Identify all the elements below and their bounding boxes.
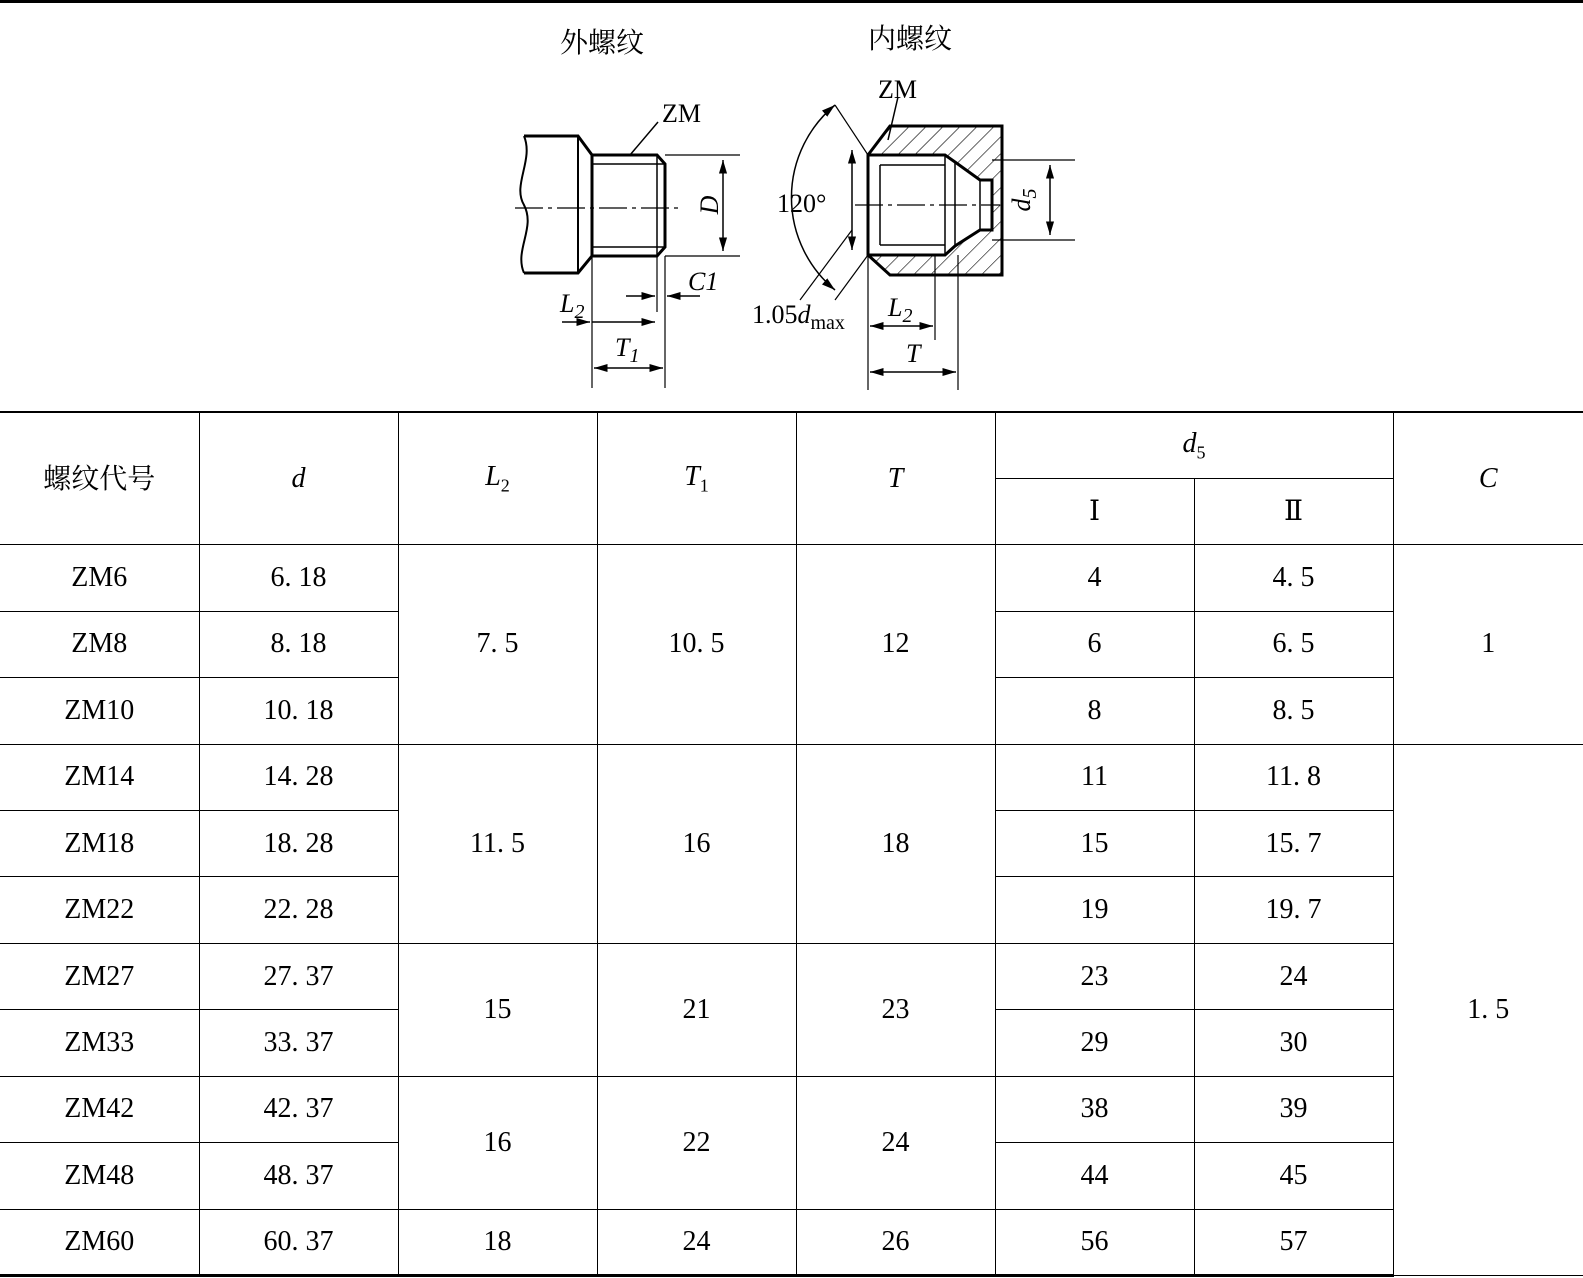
cell-code: ZM8 — [0, 611, 199, 677]
cell-code: ZM60 — [0, 1209, 199, 1275]
cell-c: 1. 5 — [1393, 744, 1583, 1275]
cell-t1: 24 — [597, 1209, 796, 1275]
header-d5: $d_5$ — [995, 412, 1393, 478]
cell-l2: 15 — [398, 943, 597, 1076]
external-thread-title: 外螺纹 — [560, 26, 645, 59]
cell-d5-ii: 4. 5 — [1194, 545, 1393, 611]
cell-l2: 18 — [398, 1209, 597, 1275]
cell-d5-ii: 15. 7 — [1194, 811, 1393, 877]
cell-l2: 11. 5 — [398, 744, 597, 943]
cell-d5-i: 8 — [995, 678, 1194, 744]
cell-code: ZM14 — [0, 744, 199, 810]
cell-t: 12 — [796, 545, 995, 744]
cell-code: ZM27 — [0, 943, 199, 1009]
header-thread-code: 螺纹代号 — [0, 412, 199, 545]
table-row — [0, 1209, 1583, 1275]
external-c1-label: C1 — [688, 267, 719, 296]
thread-figure — [0, 0, 1583, 410]
header-d: d — [199, 412, 398, 545]
internal-d5-label: $d_5$ — [1007, 188, 1041, 212]
internal-thread-title: 内螺纹 — [868, 22, 953, 55]
cell-d5-ii: 8. 5 — [1194, 678, 1393, 744]
header-t1: $T_1$ — [597, 412, 796, 545]
cell-d5-i: 15 — [995, 811, 1194, 877]
cell-d5-i: 29 — [995, 1010, 1194, 1076]
cell-d: 8. 18 — [199, 611, 398, 677]
table-row — [0, 744, 1583, 810]
cell-d: 10. 18 — [199, 678, 398, 744]
table-row — [0, 545, 1583, 611]
header-d5-i: Ⅰ — [995, 478, 1194, 544]
cell-d5-ii: 30 — [1194, 1010, 1393, 1076]
cell-d5-ii: 57 — [1194, 1209, 1393, 1275]
cell-d: 48. 37 — [199, 1143, 398, 1209]
cell-d: 60. 37 — [199, 1209, 398, 1275]
cell-d5-i: 11 — [995, 744, 1194, 810]
external-t1-label: $T_1$ — [615, 333, 640, 367]
header-d5-ii: Ⅱ — [1194, 478, 1393, 544]
cell-d: 42. 37 — [199, 1076, 398, 1142]
cell-c: 1 — [1393, 545, 1583, 744]
cell-code: ZM33 — [0, 1010, 199, 1076]
cell-t1: 10. 5 — [597, 545, 796, 744]
cell-t: 24 — [796, 1076, 995, 1209]
thread-spec-table — [0, 411, 1583, 1277]
cell-d5-ii: 24 — [1194, 943, 1393, 1009]
cell-code: ZM10 — [0, 678, 199, 744]
table-row — [0, 1076, 1583, 1142]
cell-code: ZM42 — [0, 1076, 199, 1142]
header-t: T — [796, 412, 995, 545]
cell-d5-i: 56 — [995, 1209, 1194, 1275]
cell-t: 26 — [796, 1209, 995, 1275]
internal-thread-drawing — [791, 97, 1075, 390]
cell-t: 18 — [796, 744, 995, 943]
external-d-label: D — [695, 195, 724, 215]
cell-d: 14. 28 — [199, 744, 398, 810]
cell-d5-ii: 6. 5 — [1194, 611, 1393, 677]
table-row — [0, 943, 1583, 1009]
cell-d5-i: 6 — [995, 611, 1194, 677]
header-l2: $L_2$ — [398, 412, 597, 545]
cell-l2: 7. 5 — [398, 545, 597, 744]
cell-code: ZM6 — [0, 545, 199, 611]
header-c: C — [1393, 412, 1583, 545]
internal-angle-label: 120° — [777, 189, 827, 218]
cell-code: ZM22 — [0, 877, 199, 943]
external-l2-label: $L_2$ — [560, 289, 585, 323]
cell-l2: 16 — [398, 1076, 597, 1209]
cell-d5-i: 23 — [995, 943, 1194, 1009]
cell-d5-i: 4 — [995, 545, 1194, 611]
cell-d: 6. 18 — [199, 545, 398, 611]
cell-d: 33. 37 — [199, 1010, 398, 1076]
cell-d5-ii: 45 — [1194, 1143, 1393, 1209]
internal-t-label: T — [906, 339, 921, 368]
cell-d5-i: 38 — [995, 1076, 1194, 1142]
cell-t1: 21 — [597, 943, 796, 1076]
internal-l2-label: $L_2$ — [888, 293, 913, 327]
external-zm-label: ZM — [662, 99, 701, 128]
cell-t1: 16 — [597, 744, 796, 943]
cell-d5-ii: 19. 7 — [1194, 877, 1393, 943]
internal-dmax-label: $1.05d_{max}$ — [752, 300, 845, 334]
cell-d5-ii: 39 — [1194, 1076, 1393, 1142]
cell-code: ZM18 — [0, 811, 199, 877]
cell-d5-i: 44 — [995, 1143, 1194, 1209]
cell-t1: 22 — [597, 1076, 796, 1209]
cell-d5-i: 19 — [995, 877, 1194, 943]
cell-code: ZM48 — [0, 1143, 199, 1209]
cell-d: 27. 37 — [199, 943, 398, 1009]
cell-d5-ii: 11. 8 — [1194, 744, 1393, 810]
cell-t: 23 — [796, 943, 995, 1076]
cell-d: 22. 28 — [199, 877, 398, 943]
cell-d: 18. 28 — [199, 811, 398, 877]
internal-zm-label: ZM — [878, 75, 917, 104]
